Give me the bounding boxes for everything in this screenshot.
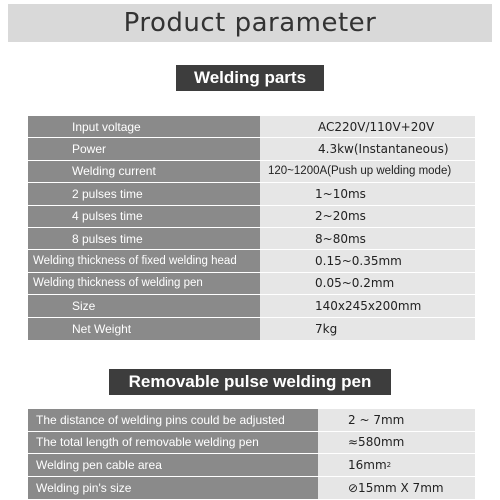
- table-row: [28, 206, 475, 228]
- row-value: 0.05~0.2mm: [260, 273, 475, 294]
- row-label: 2 pulses time: [28, 183, 260, 204]
- table-row: [28, 250, 475, 272]
- table-row: [28, 318, 475, 340]
- row-value: ≈580mm: [318, 432, 475, 454]
- table-row: [28, 432, 475, 455]
- row-label: 4 pulses time: [28, 206, 260, 227]
- row-value: 140x245x200mm: [260, 295, 475, 316]
- row-value: 8~80ms: [260, 228, 475, 249]
- table-row: [28, 409, 475, 432]
- row-label: Welding pen cable area: [28, 454, 318, 476]
- row-value: 2 ~ 7mm: [318, 409, 475, 431]
- row-value: 120~1200A(Push up welding mode): [260, 161, 475, 182]
- row-value: 4.3kw(Instantaneous): [260, 138, 475, 159]
- row-label: Input voltage: [28, 116, 260, 137]
- table-row: [28, 273, 475, 295]
- row-value: 1~10ms: [260, 183, 475, 204]
- superscript: 2: [386, 460, 392, 469]
- row-label: Welding thickness of fixed welding head: [28, 250, 260, 271]
- section-heading-welding-pen: Removable pulse welding pen: [109, 369, 391, 395]
- row-value: 2~20ms: [260, 206, 475, 227]
- table-row: [28, 116, 475, 138]
- table-row: [28, 161, 475, 183]
- row-label: 8 pulses time: [28, 228, 260, 249]
- row-label: Net Weight: [28, 318, 260, 340]
- section-heading-welding-parts: Welding parts: [176, 65, 324, 91]
- row-label: The total length of removable welding pen: [28, 432, 318, 454]
- welding-pen-table: [28, 409, 475, 499]
- row-value: 0.15~0.35mm: [260, 250, 475, 271]
- row-value: ⊘15mm X 7mm: [318, 477, 475, 500]
- row-label: Size: [28, 295, 260, 316]
- value-text: 16mm: [348, 457, 387, 472]
- row-value: 7kg: [260, 318, 475, 340]
- row-value: [318, 454, 475, 476]
- row-label: Welding thickness of welding pen: [28, 273, 260, 294]
- row-label: Power: [28, 138, 260, 159]
- table-row: [28, 295, 475, 317]
- row-label: Welding current: [28, 161, 260, 182]
- welding-parts-table: [28, 116, 475, 340]
- table-row: [28, 228, 475, 250]
- row-label: The distance of welding pins could be adjusted: [28, 409, 318, 431]
- table-row: [28, 183, 475, 205]
- page-title-bar: [8, 4, 492, 42]
- table-row: [28, 477, 475, 500]
- row-value: AC220V/110V+20V: [260, 116, 475, 137]
- row-label: Welding pin's size: [28, 477, 318, 500]
- table-row: [28, 138, 475, 160]
- page-title: Product parameter: [123, 8, 377, 38]
- table-row: [28, 454, 475, 477]
